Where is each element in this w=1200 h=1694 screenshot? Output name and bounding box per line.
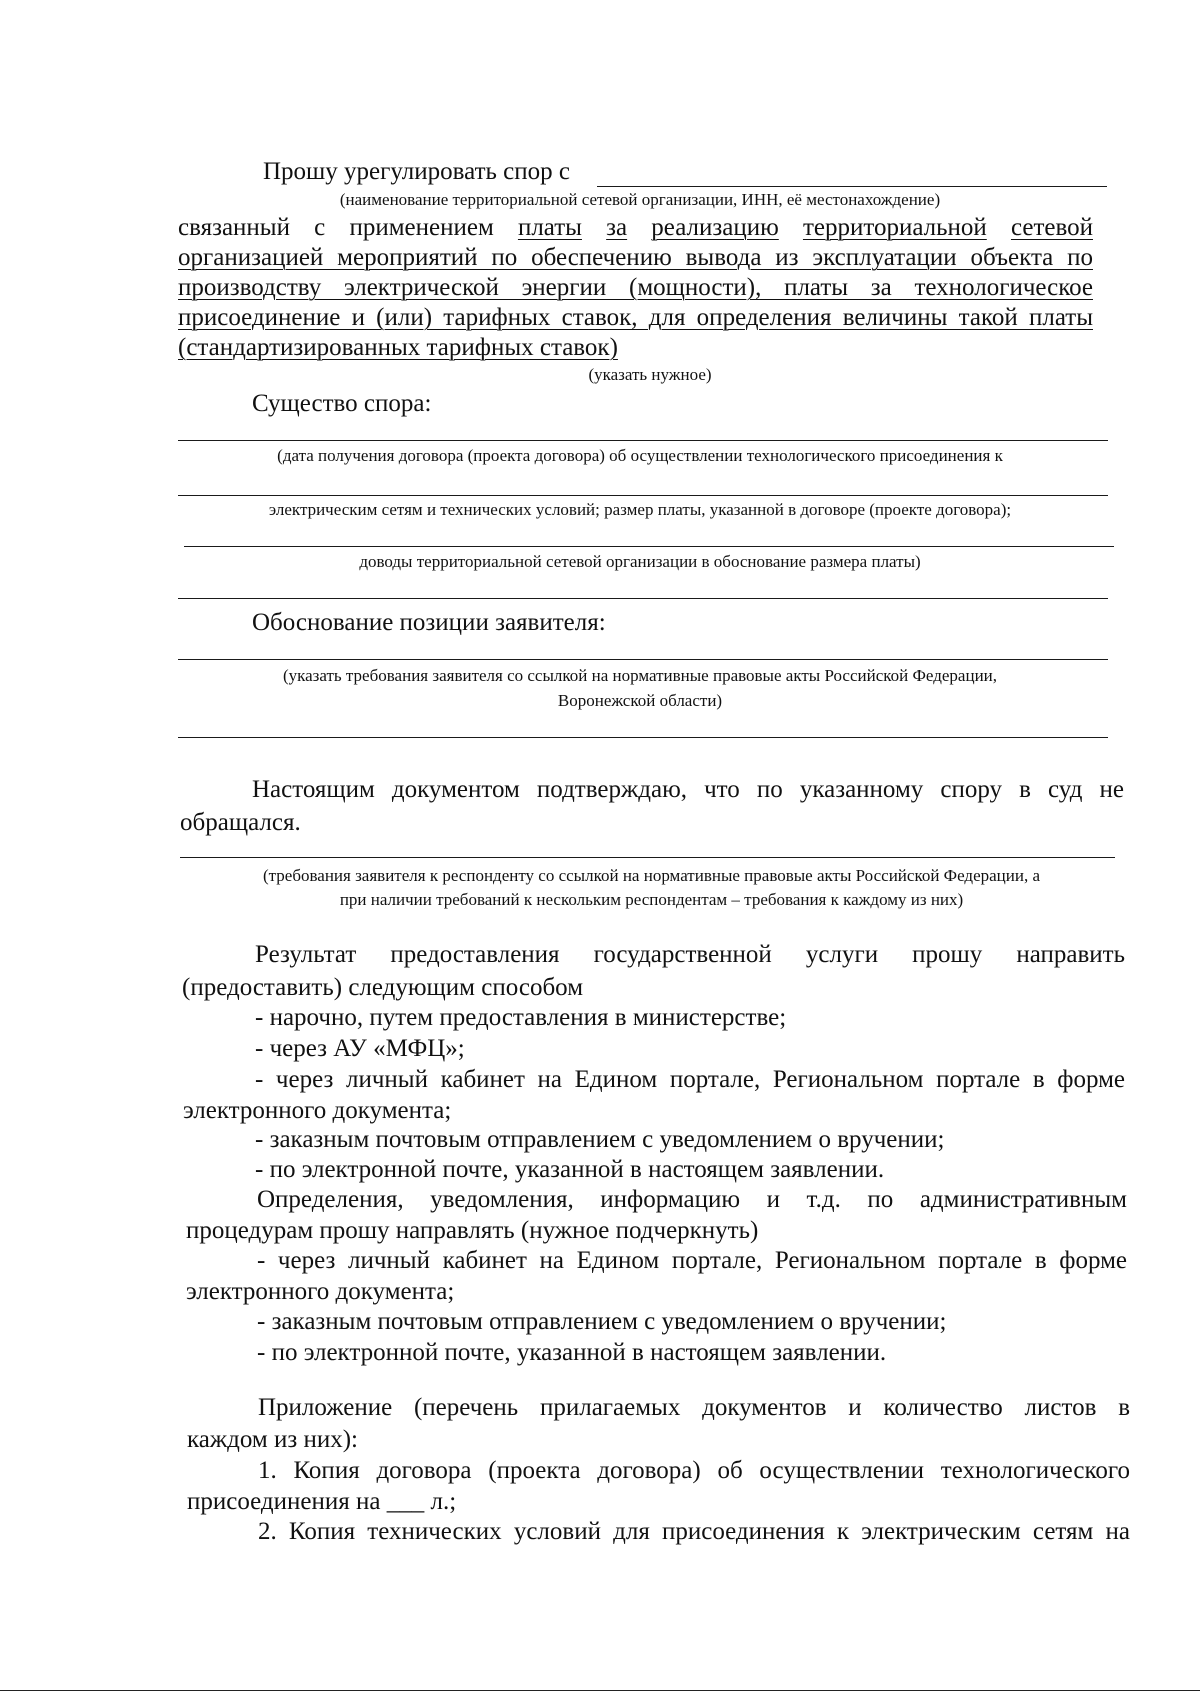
notices-item: электронного документа; [186,1278,455,1305]
request-line-2 [178,213,1093,243]
underlined-word: платы [517,214,582,241]
underlined-word: за [606,214,628,241]
justification-blank-1 [178,659,1108,660]
result-item: - через АУ «МФЦ»; [255,1035,465,1062]
notices-item: - через личный кабинет на Едином портале, Региональном портале в форме [257,1247,1127,1274]
essence-caption-3: доводы территориальной сетевой организации в обоснование размера платы) [359,552,921,571]
confirm-line-1: Настоящим документом подтверждаю, что по указанному спору в суд не [252,776,1124,803]
justification-caption-1: (указать требования заявителя со ссылкой на нормативные правовые акты Российской Федерации, [282,666,998,685]
request-caption-2: (указать нужное) [588,365,712,384]
org-name-caption: (наименование территориальной сетевой организации, ИНН, её местонахождение) [339,190,941,209]
result-item: - заказным почтовым отправлением с уведомлением о вручении; [255,1126,945,1153]
word: с [314,214,326,241]
word: связанный [178,214,290,241]
result-item: - через личный кабинет на Едином портале, Региональном портале в форме [255,1066,1125,1093]
notices-item: - заказным почтовым отправлением с уведомлением о вручении; [257,1308,947,1335]
essence-blank-4 [178,598,1108,599]
underlined-word: реализацию [651,214,779,241]
word: применением [349,214,494,241]
notices-line-1: Определения, уведомления, информацию и т.д. по административным [257,1186,1127,1213]
result-item: - по электронной почте, указанной в настоящем заявлении. [255,1156,885,1183]
notices-item: - по электронной почте, указанной в настоящем заявлении. [257,1339,887,1366]
org-name-blank [597,186,1107,187]
confirm-line-2: обращался. [180,809,301,836]
essence-heading: Существо спора: [252,390,432,417]
essence-caption-2: электрическим сетям и технических условий; размер платы, указанной в договоре (проекте договора); [268,500,1012,519]
essence-blank-1 [178,440,1108,441]
essence-blank-2 [178,495,1108,496]
confirm-caption-2: при наличии требований к нескольким респондентам – требования к каждому из них) [339,890,964,909]
justification-heading: Обоснование позиции заявителя: [252,609,606,636]
request-line-5: присоединение и (или) тарифных ставок, для определения величины такой платы [178,304,1093,331]
essence-blank-3 [184,546,1114,547]
attachment-item-1: 1. Копия договора (проекта договора) об осуществлении технологического [258,1457,1130,1484]
attachments-line-1: Приложение (перечень прилагаемых документов и количество листов в [258,1394,1130,1421]
request-line-6: (стандартизированных тарифных ставок) [178,334,618,361]
essence-caption-1: (дата получения договора (проекта договора) об осуществлении технологического присоединения к [277,446,1003,465]
attachment-item-2: 2. Копия технических условий для присоединения к электрическим сетям на [258,1518,1130,1545]
justification-caption-2: Воронежской области) [557,691,723,710]
attachment-item-1-cont: присоединения на ___ л.; [187,1488,457,1515]
request-line-3: организацией мероприятий по обеспечению вывода из эксплуатации объекта по [178,244,1093,271]
scan-bottom-edge [0,1690,1200,1691]
attachments-line-2: каждом из них): [187,1426,358,1453]
result-line-1: Результат предоставления государственной услуги прошу направить [255,941,1125,968]
confirm-caption-1: (требования заявителя к респонденту со ссылкой на нормативные правовые акты Российской Федерации, а [262,866,1041,885]
request-line-1: Прошу урегулировать спор с [263,158,570,185]
result-item: электронного документа; [183,1097,452,1124]
underlined-word: сетевой [1010,214,1093,241]
result-item: - нарочно, путем предоставления в министерстве; [255,1004,787,1031]
request-line-4: производству электрической энергии (мощности), платы за технологическое [178,274,1093,301]
justification-blank-2 [178,737,1108,738]
notices-line-2: процедурам прошу направлять (нужное подчеркнуть) [186,1217,759,1244]
confirm-blank [180,857,1115,858]
result-line-2: (предоставить) следующим способом [182,974,584,1001]
underlined-word: территориальной [802,214,987,241]
